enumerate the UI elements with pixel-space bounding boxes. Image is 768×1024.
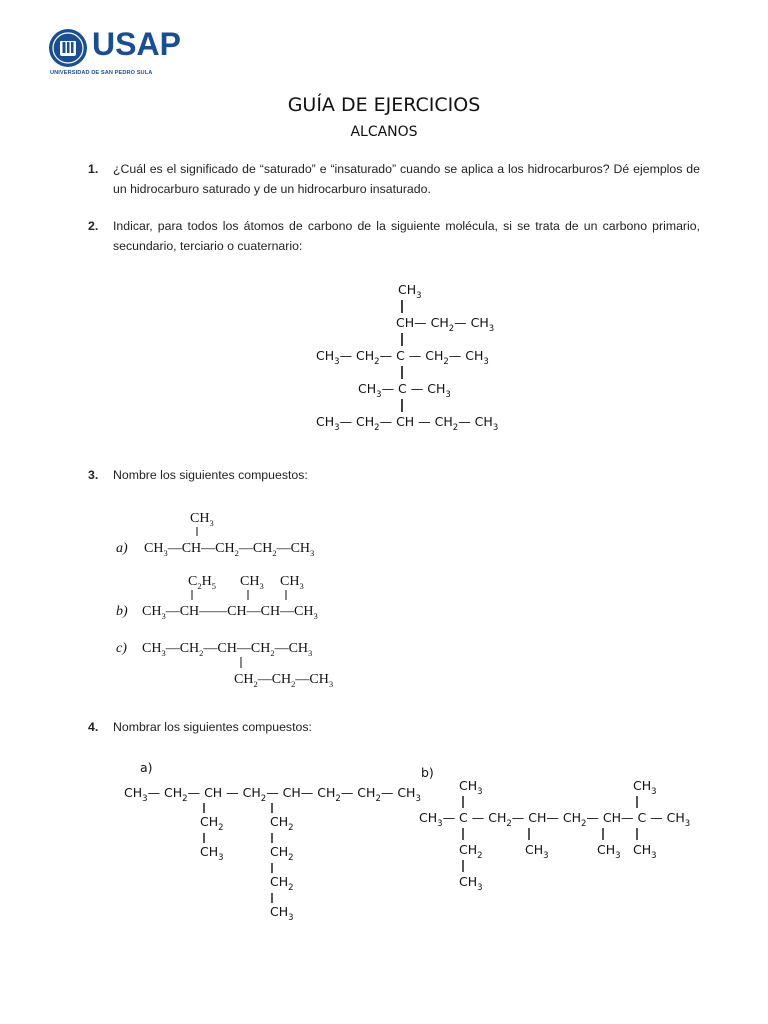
svg-text:CH2: $CH_2$ xyxy=(270,844,294,863)
logo-subtitle: UNIVERSIDAD DE SAN PEDRO SULA xyxy=(50,70,153,76)
svg-text:CH2: $CH_2$ xyxy=(270,874,294,893)
label-a: a) xyxy=(116,541,128,556)
logo-wordmark: USAP xyxy=(92,26,181,62)
label-4a: a) xyxy=(140,760,153,775)
svg-text:CH3: $CH_3$ xyxy=(459,874,483,893)
svg-text:CH2: $CH_2$ xyxy=(270,814,294,833)
svg-text:CH3— CH2— C — CH2— CH3: $CH_3—$ $CH_2—$ C — $CH_2—$ $CH_3$ xyxy=(316,348,489,367)
question-text: Nombrar los siguientes compuestos: xyxy=(113,720,312,734)
svg-text:C2H5: $C_2H_5$ xyxy=(188,574,216,591)
exercise-3-structures xyxy=(110,505,380,690)
svg-text:CH3—CH——CH—CH—CH3: $CH_3—CH——CH—CH—CH_3$ xyxy=(142,604,318,621)
svg-text:CH3—CH2—CH—CH2—CH3: $CH_3—CH_2—CH—CH_2—CH_3$ xyxy=(142,641,313,658)
question-number: 1. xyxy=(88,162,99,176)
question-4 xyxy=(88,718,700,738)
svg-text:CH3—CH—CH2—CH2—CH3: $CH_3—CH—CH_2—CH_2—CH_3$ xyxy=(144,541,315,558)
label-4b: b) xyxy=(421,765,434,780)
university-seal-icon xyxy=(48,28,88,68)
svg-text:CH3— C — CH2— CH— CH2— CH— C —: $CH_3—$ C — $CH_2—$ CH— $CH_2—$ CH— C — $CH_3$ xyxy=(419,810,691,829)
molecule-structure-q2 xyxy=(300,272,520,437)
page-subtitle: ALCANOS xyxy=(350,124,418,140)
svg-text:CH2—CH2—CH3: $CH_2—CH_2—CH_3$ xyxy=(234,672,334,689)
svg-text:CH3: $CH_3$ xyxy=(459,778,483,797)
svg-text:CH3— CH2— CH — CH2— CH3: $CH_3—$ $CH_2—$ CH — $CH_2—$ $CH_3$ xyxy=(316,414,499,433)
label-b: b) xyxy=(116,604,128,619)
svg-text:CH3: $CH_3$ xyxy=(525,842,549,861)
svg-text:CH3: $CH_3$ xyxy=(633,842,657,861)
label-c: c) xyxy=(116,641,127,656)
question-text: Indicar, para todos los átomos de carbono de la siguiente molécula, si se trata de un carbono primario, secundario, terciario o cuaternario: xyxy=(113,219,700,253)
svg-text:CH3— C — CH3: $CH_3—$ C — $CH_3$ xyxy=(358,381,451,400)
exercise-4b-structure xyxy=(415,760,695,892)
svg-text:CH2: $CH_2$ xyxy=(459,842,483,861)
svg-text:CH3: $CH_3$ xyxy=(190,511,214,528)
question-3 xyxy=(88,466,700,486)
svg-text:CH3: $CH_3$ xyxy=(633,778,657,797)
question-number: 4. xyxy=(88,720,99,734)
svg-text:CH— CH2— CH3: CH— $CH_2—$ $CH_3$ xyxy=(396,315,495,334)
page-title: GUÍA DE EJERCICIOS xyxy=(287,94,481,116)
svg-text:CH3: $CH_3$ xyxy=(240,574,264,591)
svg-text:CH3: $CH_3$ xyxy=(280,574,304,591)
question-text: Nombre los siguientes compuestos: xyxy=(113,468,308,482)
svg-text:CH3: $CH_3$ xyxy=(398,282,422,301)
question-1 xyxy=(88,160,700,199)
usap-logo xyxy=(48,28,188,78)
question-number: 2. xyxy=(88,219,99,233)
svg-text:CH2: $CH_2$ xyxy=(200,814,224,833)
question-number: 3. xyxy=(88,468,99,482)
svg-text:CH3: $CH_3$ xyxy=(597,842,621,861)
question-text: ¿Cuál es el significado de “saturado” e “insaturado” cuando se aplica a los hidrocarburos? Dé ejemplos de un hidrocarburo saturado y de un hidrocarburo insaturado. xyxy=(113,162,700,196)
svg-text:CH3: $CH_3$ xyxy=(200,844,224,863)
question-2 xyxy=(88,217,700,256)
exercise-4a-structure xyxy=(120,755,421,925)
svg-text:CH3: $CH_3$ xyxy=(270,904,294,923)
svg-text:CH3— CH2— CH — CH2— CH— CH2— C: $CH_3—$ $CH_2—$ CH — $CH_2—$ CH— $CH_2—$ $CH_2—$ $CH_3$ xyxy=(124,785,421,804)
